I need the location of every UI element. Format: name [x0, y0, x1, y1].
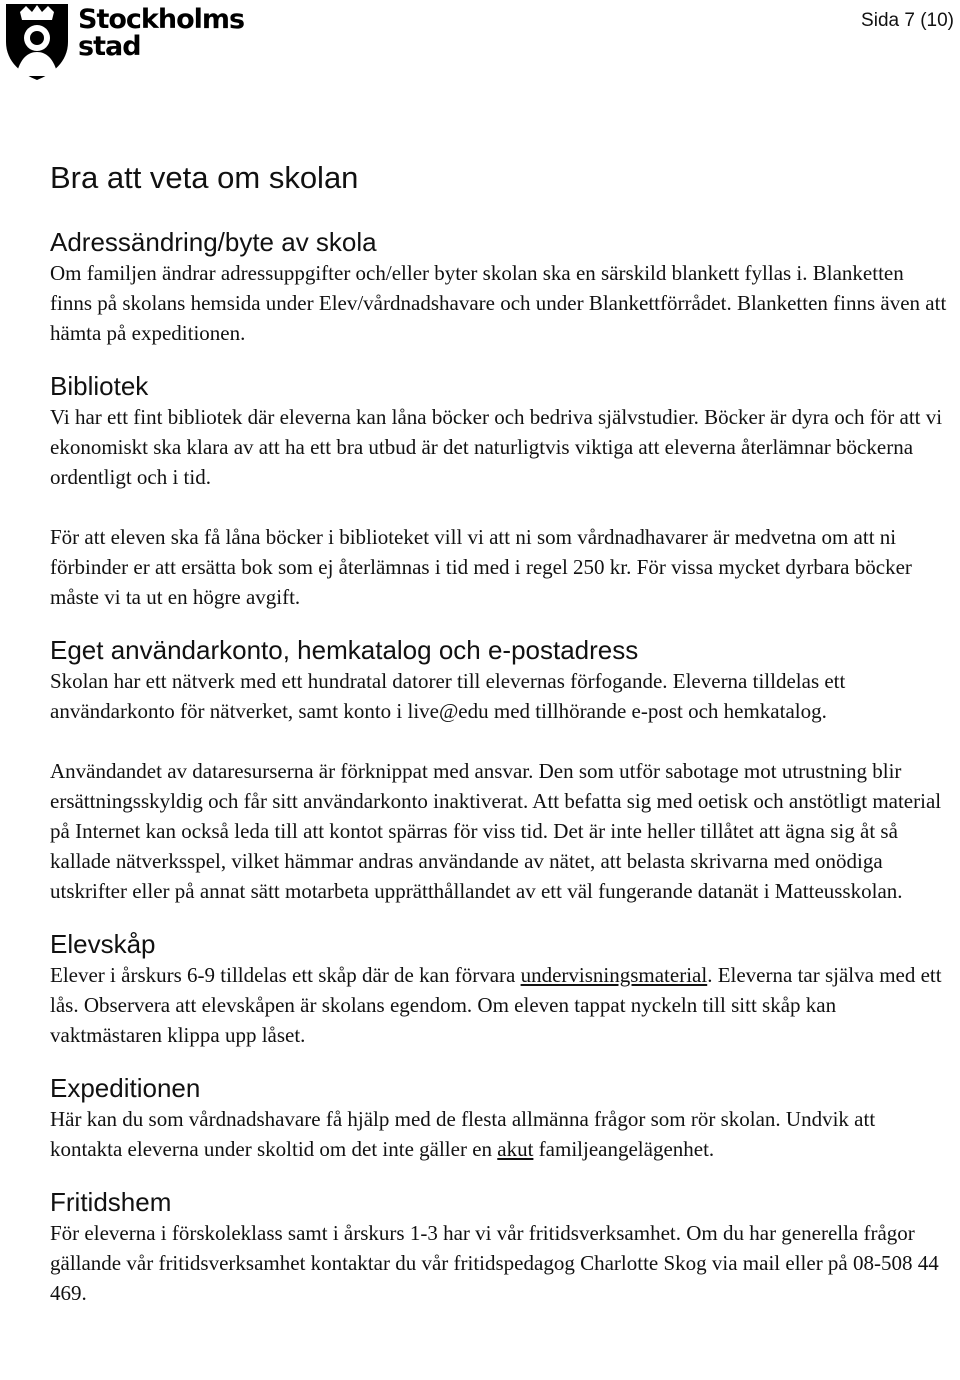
text-run: Elever i årskurs 6-9 tilldelas ett skåp där de kan förvara [50, 963, 521, 987]
section-heading: Adressändring/byte av skola [50, 227, 377, 257]
paragraph: Om familjen ändrar adressuppgifter och/eller byter skolan ska en särskild blankett fyllas i. Blanketten finns på skolans hemsida under Elev/vårdnadshavare och under Blankettförrådet. Blanketten finns även att hämta på expeditionen. [50, 261, 947, 345]
section-heading: Fritidshem [50, 1187, 172, 1217]
page-title: Bra att veta om skolan [50, 160, 359, 195]
section-heading: Bibliotek [50, 371, 149, 401]
section-address-change [50, 226, 950, 348]
underlined-word: akut [497, 1137, 534, 1161]
section-user-account [50, 634, 950, 906]
stockholms-stad-logo [2, 2, 245, 82]
paragraph: För att eleven ska få låna böcker i biblioteket vill vi att ni som vårdnadhavarer är medvetna om att ni förbinder er att ersätta bok som ej återlämnas i tid med i regel 250 kr. För vissa mycket dyrbara böcker måste vi ta ut en högre avgift. [50, 525, 912, 609]
section-office [50, 1072, 950, 1164]
section-after-school [50, 1186, 950, 1308]
section-lockers [50, 928, 950, 1050]
text-run: familjeangelägenhet. [533, 1137, 715, 1161]
paragraph: Vi har ett fint bibliotek där eleverna kan låna böcker och bedriva självstudier. Böcker är dyra och för att vi ekonomiskt ska klara av att ha ett bra utbud är det naturligtvis viktiga att eleverna återlämnar böckerna ordentligt och i tid. [50, 405, 943, 489]
document-body [50, 158, 950, 1308]
paragraph [50, 1104, 950, 1164]
section-library [50, 370, 950, 612]
text-run: Här kan du som vårdnadshavare få hjälp med de flesta allmänna frågor som rör skolan. Undvik att kontakta eleverna under skoltid om det inte gäller en [50, 1107, 876, 1161]
section-heading: Expeditionen [50, 1073, 201, 1103]
paragraph: För eleverna i förskoleklass samt i årskurs 1-3 har vi vår fritidsverksamhet. Om du har generella frågor gällande vår fritidsverksamhet kontaktar du vår fritidspedagog Charlotte Skog via mail eller på 08-508 44 469. [50, 1221, 939, 1305]
paragraph: Användandet av dataresurserna är förknippat med ansvar. Den som utför sabotage mot utrustning blir ersättningsskyldig och får sitt användarkonto inaktiverat. Att befatta sig med oetisk och anstötligt material på Internet kan också leda till att kontot spärras för viss tid. Det är inte heller tillåtet att ägna sig åt så kallade nätverksspel, vilket hämmar andras användande av nätet, att belasta skrivarna med onödiga utskrifter eller på annat sätt motarbeta upprätthållandet av ett väl fungerande datanät i Matteusskolan. [50, 759, 942, 903]
paragraph [50, 960, 950, 1050]
logo-line-2: stad [78, 31, 141, 62]
paragraph: Skolan har ett nätverk med ett hundratal datorer till elevernas förfogande. Eleverna tilldelas ett användarkonto för nätverket, samt konto i live@edu med tillhörande e-post och hemkatalog. [50, 669, 846, 723]
page-number: Sida 7 (10) [861, 10, 954, 31]
logo-line-1: Stockholms [78, 4, 245, 35]
section-heading: Elevskåp [50, 929, 156, 959]
city-crest-icon [2, 2, 74, 82]
text-run: . Eleverna tar själva med ett lås. Observera att elevskåpen är skolans egendom. Om eleven tappat nyckeln till sitt skåp kan vaktmästaren klippa upp låset. [50, 963, 942, 1047]
underlined-word: undervisningsmaterial [520, 963, 708, 987]
section-heading: Eget användarkonto, hemkatalog och e-postadress [50, 635, 639, 665]
